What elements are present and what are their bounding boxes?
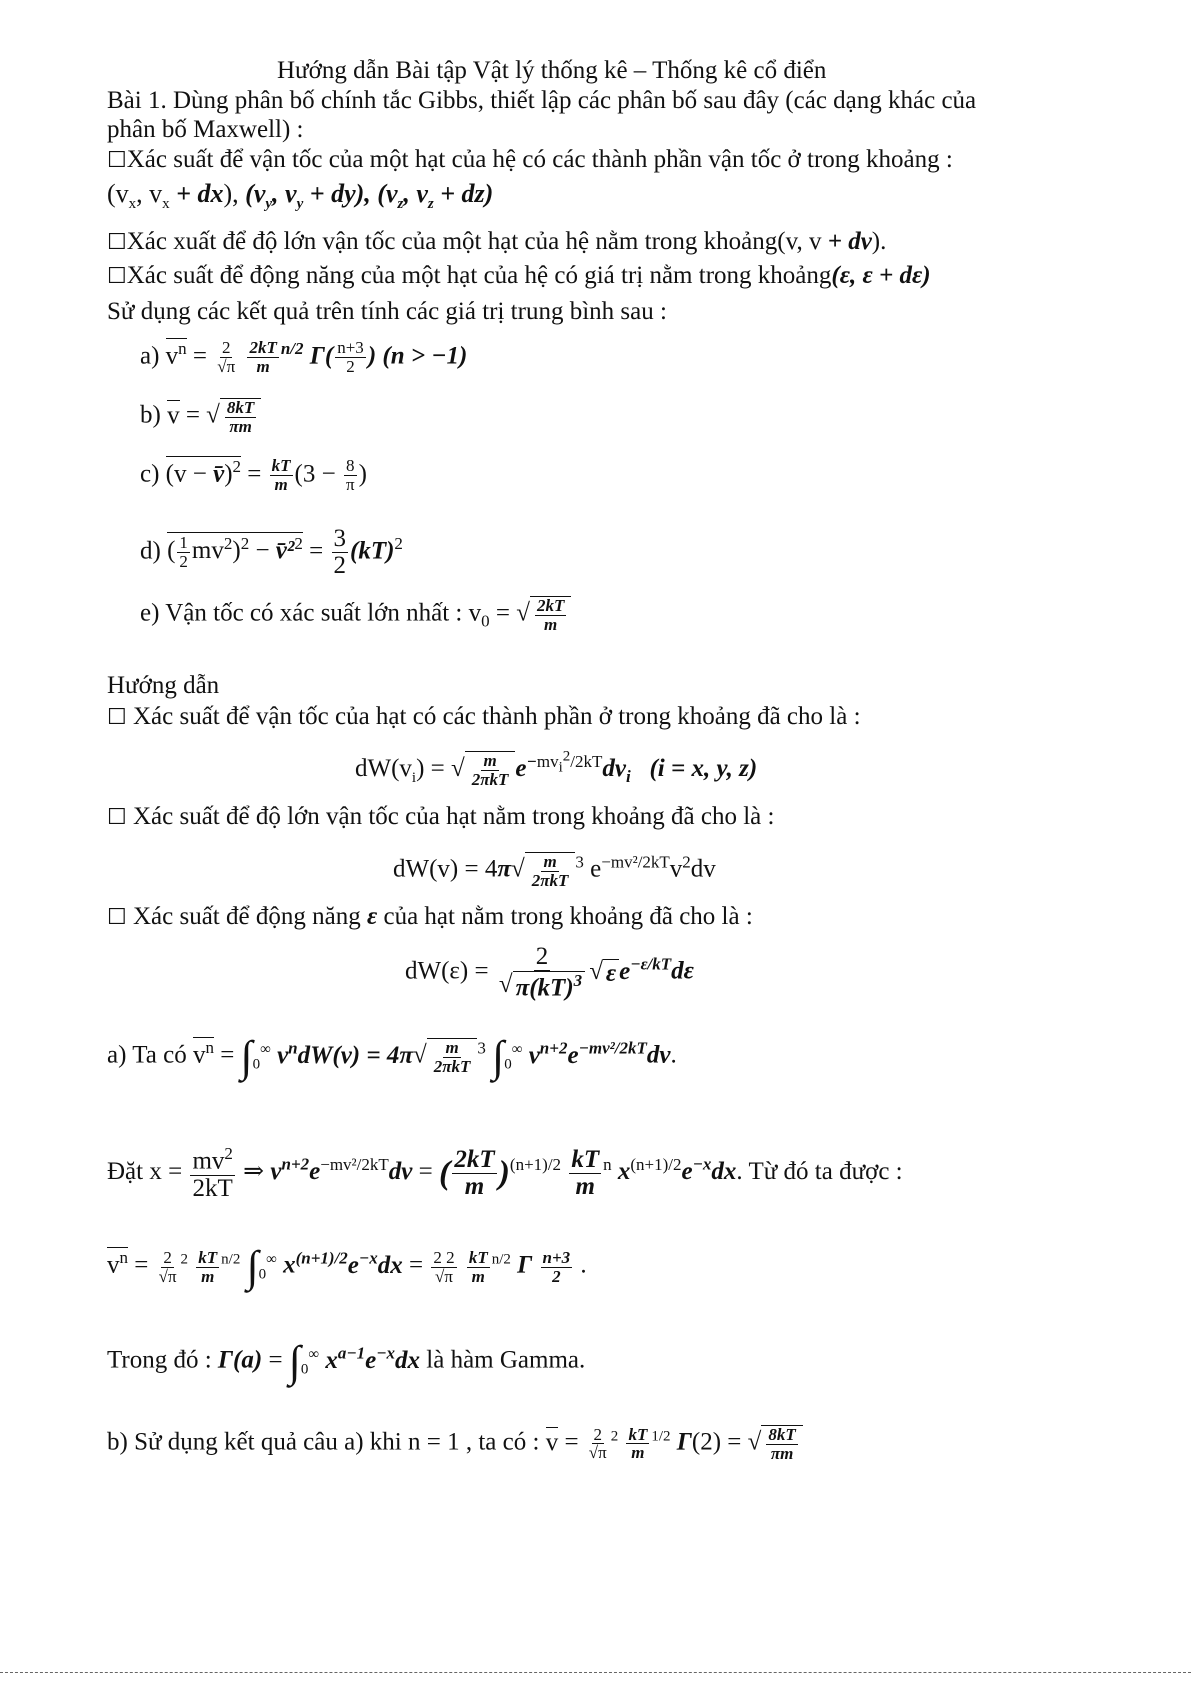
guide-bullet-1: ☐ Xác suất để vận tốc của hạt có các thành phần ở trong khoảng đã cho là : bbox=[107, 703, 861, 730]
page-title: Hướng dẫn Bài tập Vật lý thống kê – Thống kê cổ điển bbox=[277, 57, 827, 84]
empty-box-icon: ☐ bbox=[107, 263, 127, 288]
empty-box-icon: ☐ bbox=[107, 704, 127, 729]
bottom-divider bbox=[0, 1672, 1191, 1674]
item-c: c) (v − v̄)$^2$ = $\frac{kT}{m}$ (3 − $\frac{8}{\pi}$ ) bbox=[140, 456, 367, 495]
empty-box-icon: ☐ bbox=[107, 147, 127, 172]
bullet-1: ☐Xác suất để vận tốc của một hạt của hệ có các thành phần vận tốc ở trong khoảng : bbox=[107, 146, 953, 173]
guide-bullet-2: ☐ Xác suất để độ lớn vận tốc của hạt nằm trong khoảng đã cho là : bbox=[107, 803, 775, 830]
formula-dw-vi: $dW(v_i)$ = √ $\frac{m}{\text{2πkT}}$ $e^{-mv_i^2/2kT}dv_i$ (i = x, y, z) bbox=[355, 748, 758, 790]
item-e: e) Vận tốc có xác suất lớn nhất : $v_0$ = √ $\frac{2kT}{m}$ bbox=[140, 596, 571, 634]
item-a: a) $v^n$ = $\frac{2}{√\pi}$ $\frac{2kT}{m}$ $^{n/2}$ Γ( $\frac{n+3}{2}$ ) (n > −1) bbox=[140, 338, 468, 377]
use-results-line: Sử dụng các kết quả trên tính các giá trị trung bình sau : bbox=[107, 298, 667, 325]
item-d: d) ( $\frac{1}{2}$ $mv^2)^2$ − v̄²$^2$ = $\frac{3}{2}$ (kT)$^2$ bbox=[140, 525, 403, 580]
formula-dw-eps: dW(ε) = $\frac{2}{√ \pi(kT)^3}$ √ ε $e^{-\varepsilon/kT}d\varepsilon$ bbox=[405, 943, 694, 1002]
empty-box-icon: ☐ bbox=[107, 229, 127, 254]
substitution-line: Đặt x = $\frac{mv^2}{2kT}$ ⇒ $v^{n+2}e^{-mv^2/2kT}dv$ = ( $\frac{2kT}{m}$ )$^{(n+1)/2}$ $\frac{kT}{m}$ $^n$ $x^{(n+1)/2}e^{-x}dx$. Từ đó ta được : bbox=[107, 1144, 903, 1202]
bullet-2: ☐Xác xuất để độ lớn vận tốc của một hạt của hệ nằm trong khoảng(v, v + dv). bbox=[107, 228, 887, 255]
formula-velocity-components: ($v_x$, $v_x + dx$), ($v_y$, $v_y + dy$), ($v_z$, $v_z + dz$) bbox=[107, 179, 494, 213]
problem-intro-line2: phân bố Maxwell) : bbox=[107, 116, 304, 143]
formula-dw-v: dW(v) = 4π√ $\frac{m}{\text{2πkT}}$ $^3$ $e^{-mv^2/2kT}v^2dv$ bbox=[393, 852, 716, 890]
part-a-line: a) Ta có $v^n = \int_0^\infty$ $v^ndW(v) = 4\pi√$ $\frac{m}{\text{2πkT}}$ $^3$ $\int_0^\infty$ $v^{n+2}e^{-mv^2/2kT}dv$. bbox=[107, 1032, 677, 1081]
bullet-3: ☐Xác suất để động năng của một hạt của hệ có giá trị nằm trong khoảng(ε, ε + dε) bbox=[107, 262, 931, 289]
item-b: b) v = √ $\frac{8kT}{\pi m}$ bbox=[140, 398, 261, 436]
guide-heading: Hướng dẫn bbox=[107, 672, 220, 699]
problem-intro-line1: Bài 1. Dùng phân bố chính tắc Gibbs, thiết lập các phân bố sau đây (các dạng khác của bbox=[107, 87, 977, 114]
empty-box-icon: ☐ bbox=[107, 804, 127, 829]
empty-box-icon: ☐ bbox=[107, 904, 127, 929]
gamma-definition-line: Trong đó : $\Gamma(a) = \int_0^\infty$ $x^{a-1}e^{-x}dx$ là hàm Gamma. bbox=[107, 1337, 586, 1386]
part-b-line: b) Sử dụng kết quả câu a) khi n = 1 , ta có : v = $\frac{2}{√\pi}$ $^2$ $\frac{kT}{m}$ $^{1/2}$ Γ(2) = √ $\frac{8kT}{\pi m}$ bbox=[107, 1425, 803, 1463]
vn-result-line: $v^n$ = $\frac{2}{√\pi}$ $^2$ $\frac{kT}{m}$ $^{n/2}$ $\int_0^\infty$ $x^{(n+1)/2}e^{-x}dx$ = $\frac{2 2}{√\pi}$ $\frac{kT}{m}$ $^{n/2}$ Γ $\frac{n+3}{2}$ . bbox=[107, 1242, 587, 1291]
guide-bullet-3: ☐ Xác suất để động năng ε của hạt nằm trong khoảng đã cho là : bbox=[107, 903, 753, 930]
